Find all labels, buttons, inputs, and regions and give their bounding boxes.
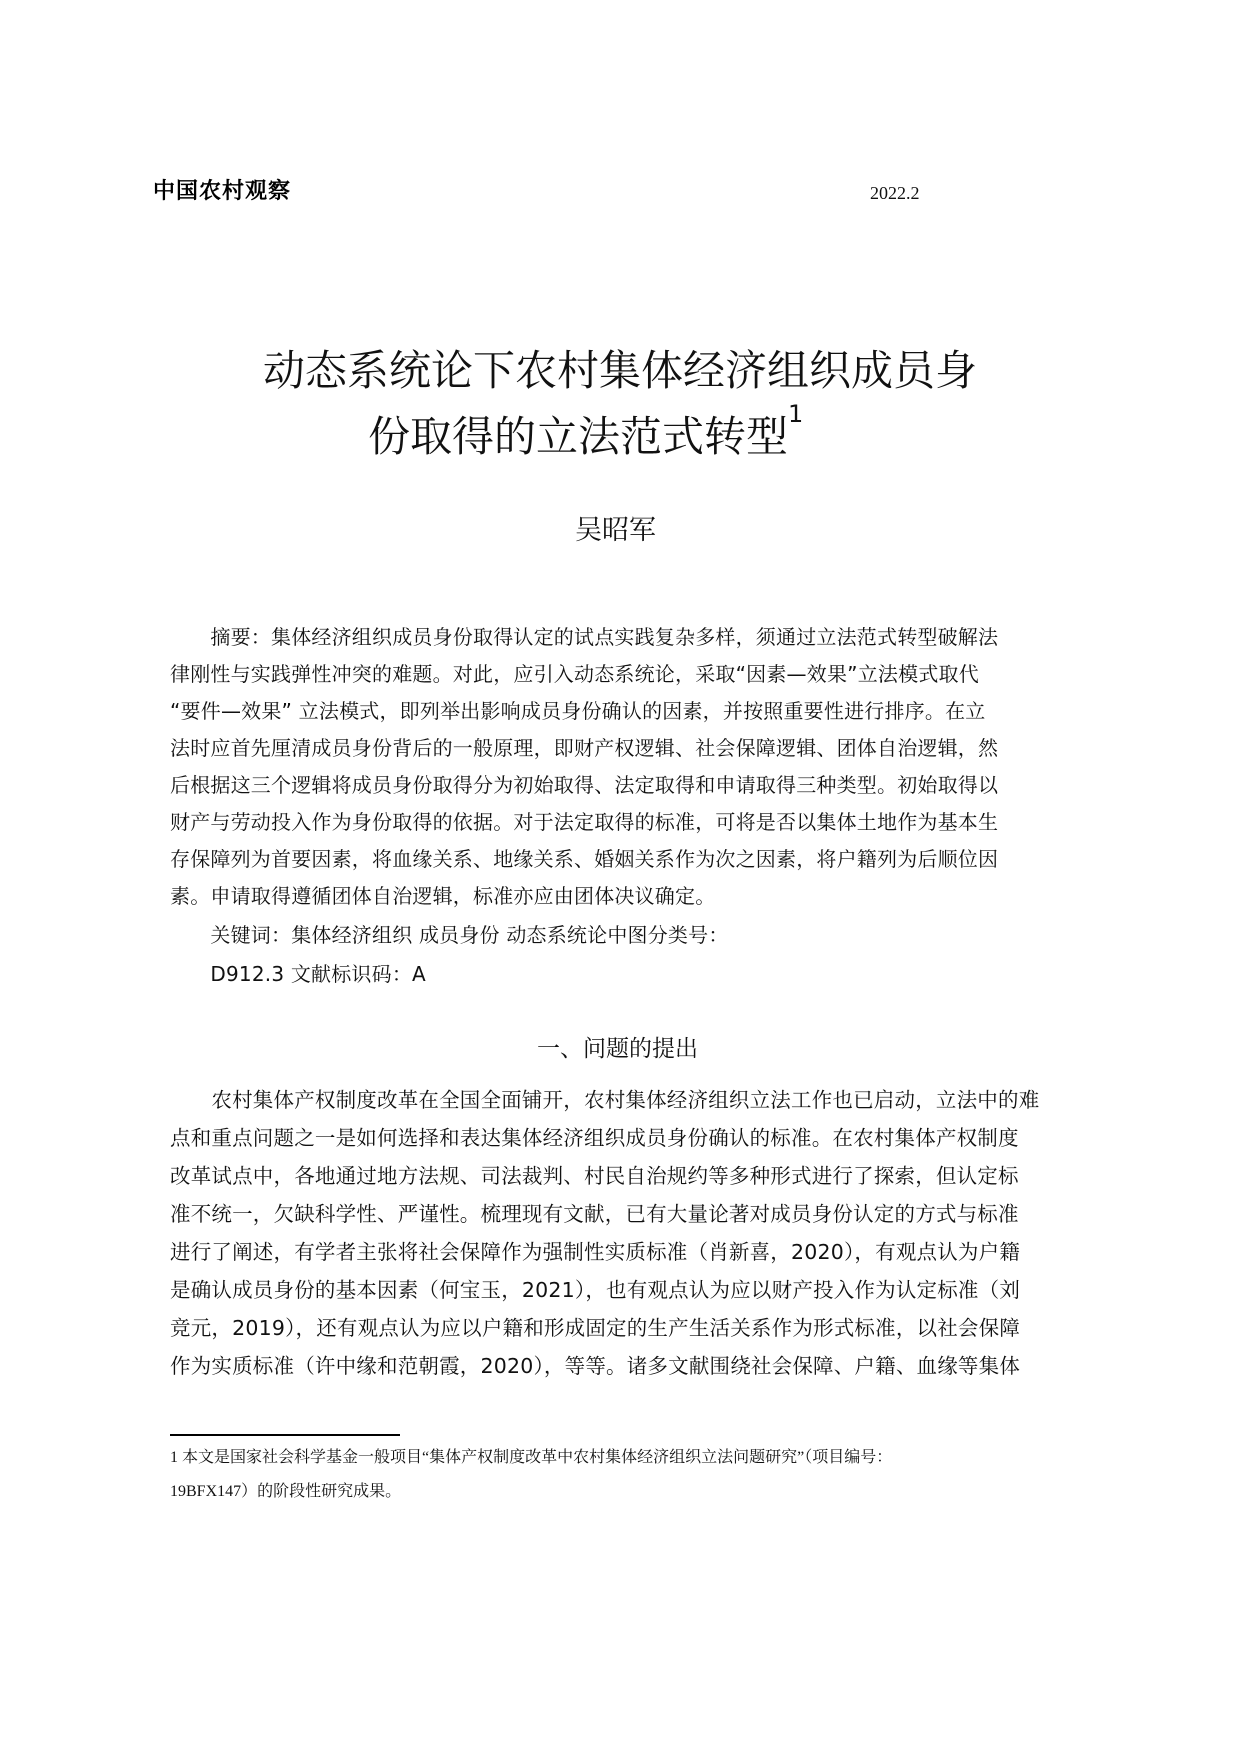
footnote-line: 1 本文是国家社会科学基金一般项目“集体产权制度改革中农村集体经济组织立法问题研究”（项目编号： (170, 1449, 893, 1466)
abstract-line: 素。申请取得遵循团体自治逻辑，标准亦应由团体决议确定。 (170, 884, 716, 908)
body-line: 点和重点问题之一是如何选择和表达集体经济组织成员身份确认的标准。在农村集体产权制度 (170, 1126, 1019, 1150)
author: 吴昭军 (575, 515, 656, 546)
body-line: 农村集体产权制度改革在全国全面铺开，农村集体经济组织立法工作也已启动，立法中的难 (170, 1088, 1040, 1112)
abstract-line: 财产与劳动投入作为身份取得的依据。对于法定取得的标准，可将是否以集体土地作为基本生 (170, 810, 999, 834)
title-line-1: 动态系统论下农村集体经济组织成员身 (263, 346, 978, 395)
body-line: 是确认成员身份的基本因素（何宝玉，2021），也有观点认为应以财产投入作为认定标准（刘 (170, 1278, 1021, 1302)
classification-codes: D912.3 文献标识码：A (170, 962, 426, 986)
body-line: 进行了阐述，有学者主张将社会保障作为强制性实质标准（肖新喜，2020），有观点认为户籍 (170, 1240, 1021, 1264)
keywords: 关键词：集体经济组织 成员身份 动态系统论中图分类号： (170, 923, 729, 947)
journal-logo: 中国农村观察 (153, 179, 292, 204)
title-line-2-text: 份取得的立法范式转型 (368, 412, 789, 461)
section-heading: 一、问题的提出 (537, 1036, 698, 1062)
title-line-2 (368, 400, 804, 464)
abstract-line: 律刚性与实践弹性冲突的难题。对此，应引入动态系统论，采取“因素—效果”立法模式取代 (170, 662, 979, 686)
abstract-line: 摘要：集体经济组织成员身份取得认定的试点实践复杂多样，须通过立法范式转型破解法 (170, 625, 999, 649)
body-line: 改革试点中，各地通过地方法规、司法裁判、村民自治规约等多种形式进行了探索，但认定标 (170, 1164, 1019, 1188)
abstract-line: 法时应首先厘清成员身份背后的一般原理，即财产权逻辑、社会保障逻辑、团体自治逻辑，然 (170, 736, 999, 760)
footnote-mark[interactable]: 1 (788, 400, 804, 428)
body-line: 准不统一，欠缺科学性、严谨性。梳理现有文献，已有大量论著对成员身份认定的方式与标准 (170, 1202, 1019, 1226)
footnote-divider (170, 1434, 400, 1436)
abstract-line: 后根据这三个逻辑将成员身份取得分为初始取得、法定取得和申请取得三种类型。初始取得以 (170, 773, 999, 797)
issue-date: 2022.2 (870, 183, 920, 203)
body-line: 竞元，2019），还有观点认为应以户籍和形成固定的生产生活关系作为形式标准，以社会保障 (170, 1316, 1021, 1340)
body-line: 作为实质标准（许中缘和范朝霞，2020），等等。诸多文献围绕社会保障、户籍、血缘等集体 (170, 1354, 1021, 1378)
abstract-line: “要件—效果” 立法模式，即列举出影响成员身份确认的因素，并按照重要性进行排序。在立 (170, 699, 986, 723)
footnote-line: 19BFX147）的阶段性研究成果。 (170, 1483, 402, 1500)
abstract-line: 存保障列为首要因素，将血缘关系、地缘关系、婚姻关系作为次之因素，将户籍列为后顺位因 (170, 847, 999, 871)
